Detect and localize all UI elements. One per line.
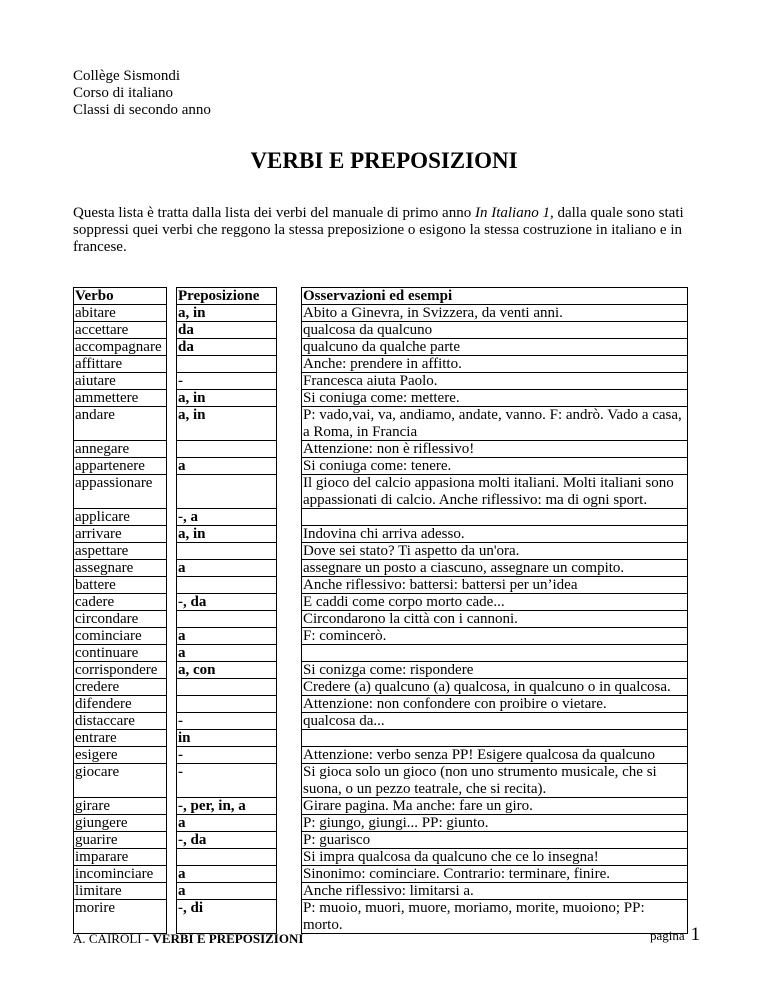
table-cell-prep: a, in bbox=[177, 407, 276, 441]
table-cell-prep: - bbox=[177, 373, 276, 390]
table-cell-verb: giocare bbox=[74, 764, 166, 798]
table-cell-verb: credere bbox=[74, 679, 166, 696]
table-cell-prep: -, a bbox=[177, 509, 276, 526]
table-cell-verb: accompagnare bbox=[74, 339, 166, 356]
table-cell-prep: - bbox=[177, 713, 276, 730]
table-cell-prep bbox=[177, 475, 276, 509]
course-name: Corso di italiano bbox=[73, 85, 173, 101]
table-cell-prep: a bbox=[177, 815, 276, 832]
table-cell-verb: appartenere bbox=[74, 458, 166, 475]
table-header-cell: Verbo bbox=[74, 288, 166, 305]
table-cell-prep: a bbox=[177, 645, 276, 662]
table-cell-note: Abito a Ginevra, in Svizzera, da venti anni. bbox=[302, 305, 687, 322]
table-cell-verb: limitare bbox=[74, 883, 166, 900]
table-header-cell: Osservazioni ed esempi bbox=[302, 288, 687, 305]
table-cell-verb: cadere bbox=[74, 594, 166, 611]
notes-column bbox=[301, 287, 688, 934]
verb-column bbox=[73, 287, 167, 934]
table-cell-verb: aiutare bbox=[74, 373, 166, 390]
table-cell-note: Anche riflessivo: limitarsi a. bbox=[302, 883, 687, 900]
table-cell-note: Anche: prendere in affitto. bbox=[302, 356, 687, 373]
table-cell-prep: a bbox=[177, 458, 276, 475]
table-cell-note: Si conizga come: rispondere bbox=[302, 662, 687, 679]
table-cell-note: P: muoio, muori, muore, moriamo, morite, muoiono; PP: morto. bbox=[302, 900, 687, 934]
table-cell-note: E caddi come corpo morto cade... bbox=[302, 594, 687, 611]
footer-author bbox=[73, 930, 303, 947]
table-cell-prep: a, in bbox=[177, 305, 276, 322]
table-cell-prep bbox=[177, 356, 276, 373]
table-cell-note: Attenzione: non confondere con proibire o vietare. bbox=[302, 696, 687, 713]
table-cell-prep: - bbox=[177, 747, 276, 764]
class-name: Classi di secondo anno bbox=[73, 102, 211, 118]
table-cell-note: F: comincerò. bbox=[302, 628, 687, 645]
table-cell-prep: in bbox=[177, 730, 276, 747]
table-cell-prep: a, in bbox=[177, 390, 276, 407]
page-title: VERBI E PREPOSIZIONI bbox=[250, 148, 518, 173]
table-cell-note: Si impra qualcosa da qualcuno che ce lo insegna! bbox=[302, 849, 687, 866]
table-cell-note: assegnare un posto a ciascuno, assegnare un compito. bbox=[302, 560, 687, 577]
table-cell-verb: esigere bbox=[74, 747, 166, 764]
page-number: 1 bbox=[690, 924, 701, 945]
table-cell-note: P: giungo, giungi... PP: giunto. bbox=[302, 815, 687, 832]
preposition-column bbox=[176, 287, 277, 934]
table-cell-prep: -, da bbox=[177, 594, 276, 611]
table-cell-prep: da bbox=[177, 339, 276, 356]
footer-doc-title: VERBI E PREPOSIZIONI bbox=[152, 931, 304, 946]
table-cell-verb: aspettare bbox=[74, 543, 166, 560]
table-cell-prep: a bbox=[177, 560, 276, 577]
table-cell-verb: annegare bbox=[74, 441, 166, 458]
table-cell-note: Indovina chi arriva adesso. bbox=[302, 526, 687, 543]
table-header-cell: Preposizione bbox=[177, 288, 276, 305]
table-cell-note: Attenzione: verbo senza PP! Esigere qualcosa da qualcuno bbox=[302, 747, 687, 764]
table-cell-verb: incominciare bbox=[74, 866, 166, 883]
table-cell-verb: girare bbox=[74, 798, 166, 815]
table-cell-note: Dove sei stato? Ti aspetto da un'ora. bbox=[302, 543, 687, 560]
table-cell-note: qualcosa da... bbox=[302, 713, 687, 730]
table-cell-prep bbox=[177, 543, 276, 560]
table-cell-verb: ammettere bbox=[74, 390, 166, 407]
table-cell-note: Il gioco del calcio appasiona molti italiani. Molti italiani sono appassionati di calcio. Anche riflessivo: ma di ogni sport. bbox=[302, 475, 687, 509]
book-title: In Italiano 1 bbox=[474, 205, 550, 221]
table-cell-verb: difendere bbox=[74, 696, 166, 713]
table-cell-prep bbox=[177, 611, 276, 628]
table-cell-note: Si gioca solo un gioco (non uno strumento musicale, che si suona, o un pezzo teatrale, che si recita). bbox=[302, 764, 687, 798]
table-cell-note: Si coniuga come: mettere. bbox=[302, 390, 687, 407]
table-cell-verb: corrispondere bbox=[74, 662, 166, 679]
table-cell-verb: appassionare bbox=[74, 475, 166, 509]
table-cell-verb: applicare bbox=[74, 509, 166, 526]
table-cell-verb: abitare bbox=[74, 305, 166, 322]
table-cell-prep: -, da bbox=[177, 832, 276, 849]
table-cell-verb: guarire bbox=[74, 832, 166, 849]
table-cell-note: P: guarisco bbox=[302, 832, 687, 849]
table-cell-verb: cominciare bbox=[74, 628, 166, 645]
table-cell-note: Anche riflessivo: battersi: battersi per un’idea bbox=[302, 577, 687, 594]
table-cell-prep bbox=[177, 696, 276, 713]
table-cell-verb: giungere bbox=[74, 815, 166, 832]
page-label: pagina bbox=[650, 928, 685, 943]
table-cell-note bbox=[302, 730, 687, 747]
table-cell-verb: assegnare bbox=[74, 560, 166, 577]
table-cell-prep: - bbox=[177, 764, 276, 798]
table-cell-note: Girare pagina. Ma anche: fare un giro. bbox=[302, 798, 687, 815]
school-name: Collège Sismondi bbox=[73, 68, 181, 84]
table-cell-prep: a, in bbox=[177, 526, 276, 543]
intro-text-before: Questa lista è tratta dalla lista dei verbi del manuale di primo anno bbox=[73, 205, 475, 221]
table-cell-prep bbox=[177, 577, 276, 594]
table-cell-verb: morire bbox=[74, 900, 166, 934]
table-cell-verb: imparare bbox=[74, 849, 166, 866]
table-cell-verb: continuare bbox=[74, 645, 166, 662]
table-cell-note: qualcosa da qualcuno bbox=[302, 322, 687, 339]
table-cell-verb: arrivare bbox=[74, 526, 166, 543]
table-cell-prep bbox=[177, 849, 276, 866]
table-cell-prep bbox=[177, 441, 276, 458]
table-cell-note: P: vado,vai, va, andiamo, andate, vanno. F: andrò. Vado a casa, a Roma, in Francia bbox=[302, 407, 687, 441]
table-cell-verb: battere bbox=[74, 577, 166, 594]
table-cell-prep: -, per, in, a bbox=[177, 798, 276, 815]
table-cell-note: qualcuno da qualche parte bbox=[302, 339, 687, 356]
document-header bbox=[73, 68, 211, 119]
intro-text-after: , dalla quale sono stati soppressi quei verbi che reggono la stessa preposizione o esigono la stessa costruzione in italiano e in francese. bbox=[73, 205, 684, 255]
table-cell-verb: circondare bbox=[74, 611, 166, 628]
table-cell-prep: a, con bbox=[177, 662, 276, 679]
table-cell-verb: affittare bbox=[74, 356, 166, 373]
table-cell-note bbox=[302, 509, 687, 526]
table-cell-verb: entrare bbox=[74, 730, 166, 747]
intro-paragraph bbox=[73, 205, 693, 256]
table-cell-note: Attenzione: non è riflessivo! bbox=[302, 441, 687, 458]
table-cell-note: Circondarono la città con i cannoni. bbox=[302, 611, 687, 628]
table-cell-note bbox=[302, 645, 687, 662]
table-cell-prep: a bbox=[177, 883, 276, 900]
table-cell-prep bbox=[177, 679, 276, 696]
table-cell-prep: a bbox=[177, 628, 276, 645]
table-cell-note: Credere (a) qualcuno (a) qualcosa, in qualcuno o in qualcosa. bbox=[302, 679, 687, 696]
table-cell-prep: da bbox=[177, 322, 276, 339]
table-cell-verb: accettare bbox=[74, 322, 166, 339]
table-cell-note: Si coniuga come: tenere. bbox=[302, 458, 687, 475]
table-cell-prep: a bbox=[177, 866, 276, 883]
author-name: A. CAIROLI - bbox=[73, 931, 153, 946]
table-cell-verb: andare bbox=[74, 407, 166, 441]
page-number-block bbox=[650, 926, 700, 944]
table-cell-note: Francesca aiuta Paolo. bbox=[302, 373, 687, 390]
table-cell-prep: -, di bbox=[177, 900, 276, 934]
table-cell-note: Sinonimo: cominciare. Contrario: terminare, finire. bbox=[302, 866, 687, 883]
table-cell-verb: distaccare bbox=[74, 713, 166, 730]
